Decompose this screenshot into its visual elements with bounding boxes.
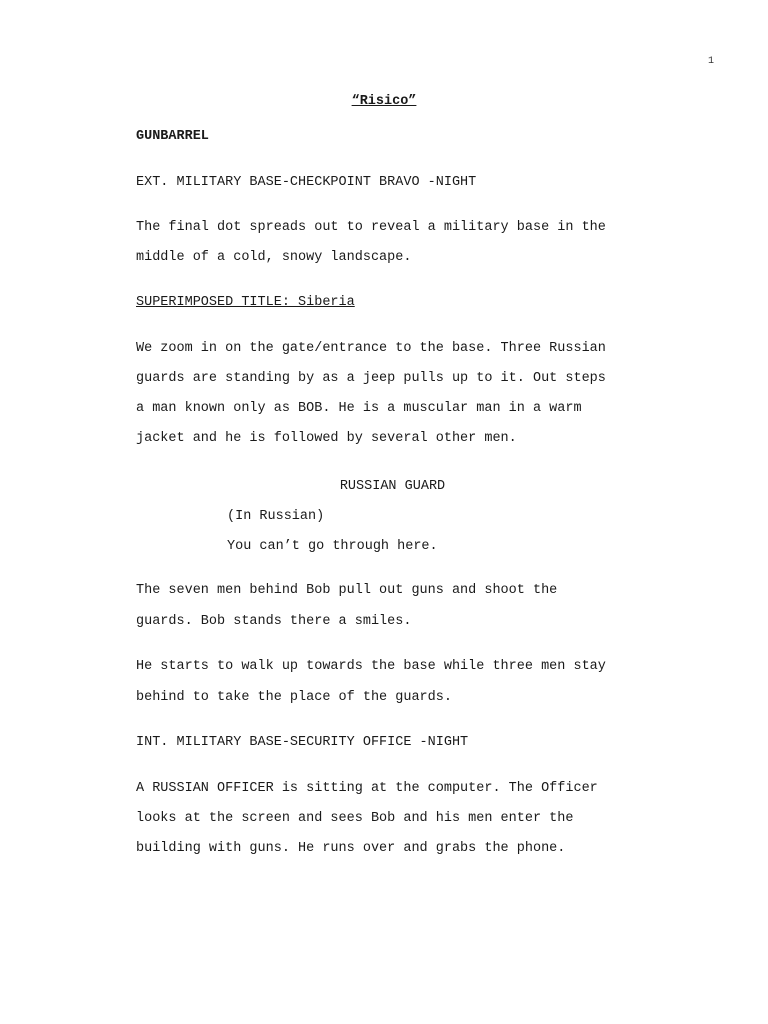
action-line: A RUSSIAN OFFICER is sitting at the computer. The Officer (136, 781, 598, 796)
page-number: 1 (707, 56, 714, 67)
action-line: The final dot spreads out to reveal a military base in the (136, 220, 606, 235)
action-line: The seven men behind Bob pull out guns and shoot the (136, 583, 558, 598)
action-line: middle of a cold, snowy landscape. (136, 250, 412, 265)
action-line: We zoom in on the gate/entrance to the base. Three Russian (136, 341, 606, 356)
action-line: guards. Bob stands there a smiles. (136, 614, 412, 629)
parenthetical: (In Russian) (227, 509, 325, 524)
action-line: He starts to walk up towards the base while three men stay (136, 659, 606, 674)
character-name: RUSSIAN GUARD (339, 479, 446, 494)
action-line: guards are standing by as a jeep pulls up to it. Out steps (136, 371, 606, 386)
action-line: looks at the screen and sees Bob and his men enter the (136, 811, 574, 826)
action-line: behind to take the place of the guards. (136, 690, 452, 705)
action-line: building with guns. He runs over and grabs the phone. (136, 841, 566, 856)
dialogue-line: You can’t go through here. (227, 539, 438, 554)
action-line: a man known only as BOB. He is a muscular man in a warm (136, 401, 582, 416)
scene-heading-2: INT. MILITARY BASE-SECURITY OFFICE -NIGHT (136, 735, 469, 750)
script-title: “Risico” (351, 94, 417, 109)
scene-heading-1: EXT. MILITARY BASE-CHECKPOINT BRAVO -NIGHT (136, 175, 477, 190)
action-line: jacket and he is followed by several other men. (136, 431, 517, 446)
section-heading: GUNBARREL (136, 129, 209, 144)
superimposed-title: SUPERIMPOSED TITLE: Siberia (136, 295, 355, 310)
